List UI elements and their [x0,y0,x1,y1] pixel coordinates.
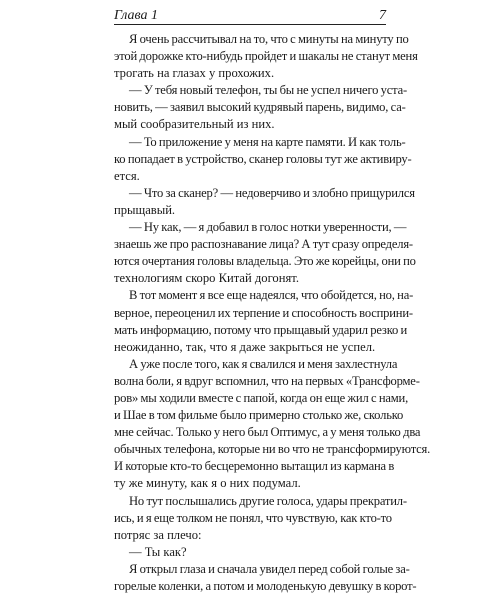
text-line: Но тут послышались другие голоса, удары прекратил- [129,493,407,508]
text-line: ется. [114,168,140,183]
text-line: ются очертания головы владельца. Это же корейцы, они по [114,254,416,269]
text-line: — У тебя новый телефон, ты бы не успел ничего уста- [129,83,407,98]
text-line: мать информацию, потому что прыщавый ударил резко и [114,322,408,337]
running-header [114,6,386,24]
text-line: А уже после того, как я свалился и меня захлестнула [129,356,398,371]
chapter-title: Глава 1 [114,8,158,23]
text-line: ров» мы ходили вместе с папой, когда он еще жил с нами, [114,390,409,405]
text-line: потряс за плечо: [114,527,202,542]
text-line: Я открыл глаза и сначала увидел перед собой голые за- [129,561,410,576]
text-line: трогать на глазах у прохожих. [114,66,275,81]
text-line: и Шае в том фильме было примерно столько же, сколько [114,408,404,423]
text-line: — Что за сканер? — недоверчиво и злобно прищурился [129,185,415,200]
text-line: технологиям скоро Китай догонят. [114,271,299,286]
text-line: ту же минуту, как я о них подумал. [114,476,301,491]
text-line: обычных телефона, которые ни во что не трансформируются. [114,442,431,457]
body-text [114,31,431,595]
page-number: 7 [379,8,386,23]
text-line: мый сообразительный из них. [114,117,275,132]
text-line: неожиданно, так, что я даже закрыться не успел. [114,339,376,354]
text-line: горелые коленки, а потом и молоденькую девушку в корот- [114,579,417,593]
text-line: волна боли, я вдруг вспомнил, что на первых «Трансформе- [114,373,420,388]
text-line: прыщавый. [114,202,176,217]
text-line: этой дорожке кто-нибудь пройдет и шакалы не станут меня [114,49,418,64]
header-rule [114,24,386,25]
text-line: верное, переоценил их терпение и способность восприни- [114,305,413,320]
text-line: В тот момент я все еще надеялся, что обойдется, но, на- [129,288,414,303]
text-line: И которые кто-то бесцеремонно вытащил из кармана в [114,459,395,474]
text-line: — Ты как? [129,544,187,559]
text-line: знаешь же про распознавание лица? А тут сразу определя- [114,237,413,252]
text-line: ко попадает в устройство, сканер головы тут же активиру- [114,151,412,166]
text-line: ись, и я еще толком не понял, что чувствую, как кто-то [114,510,392,525]
text-line: — Ну как, — я добавил в голос нотки уверенности, — [129,220,407,235]
text-line: — То приложение у меня на карте памяти. И как толь- [129,134,406,149]
text-line: новить, — заявил высокий кудрявый парень, видимо, са- [114,100,406,115]
text-line: мне сейчас. Только у него был Оптимус, а у меня только два [114,425,421,440]
text-line: Я очень рассчитывал на то, что с минуты на минуту по [129,32,409,46]
